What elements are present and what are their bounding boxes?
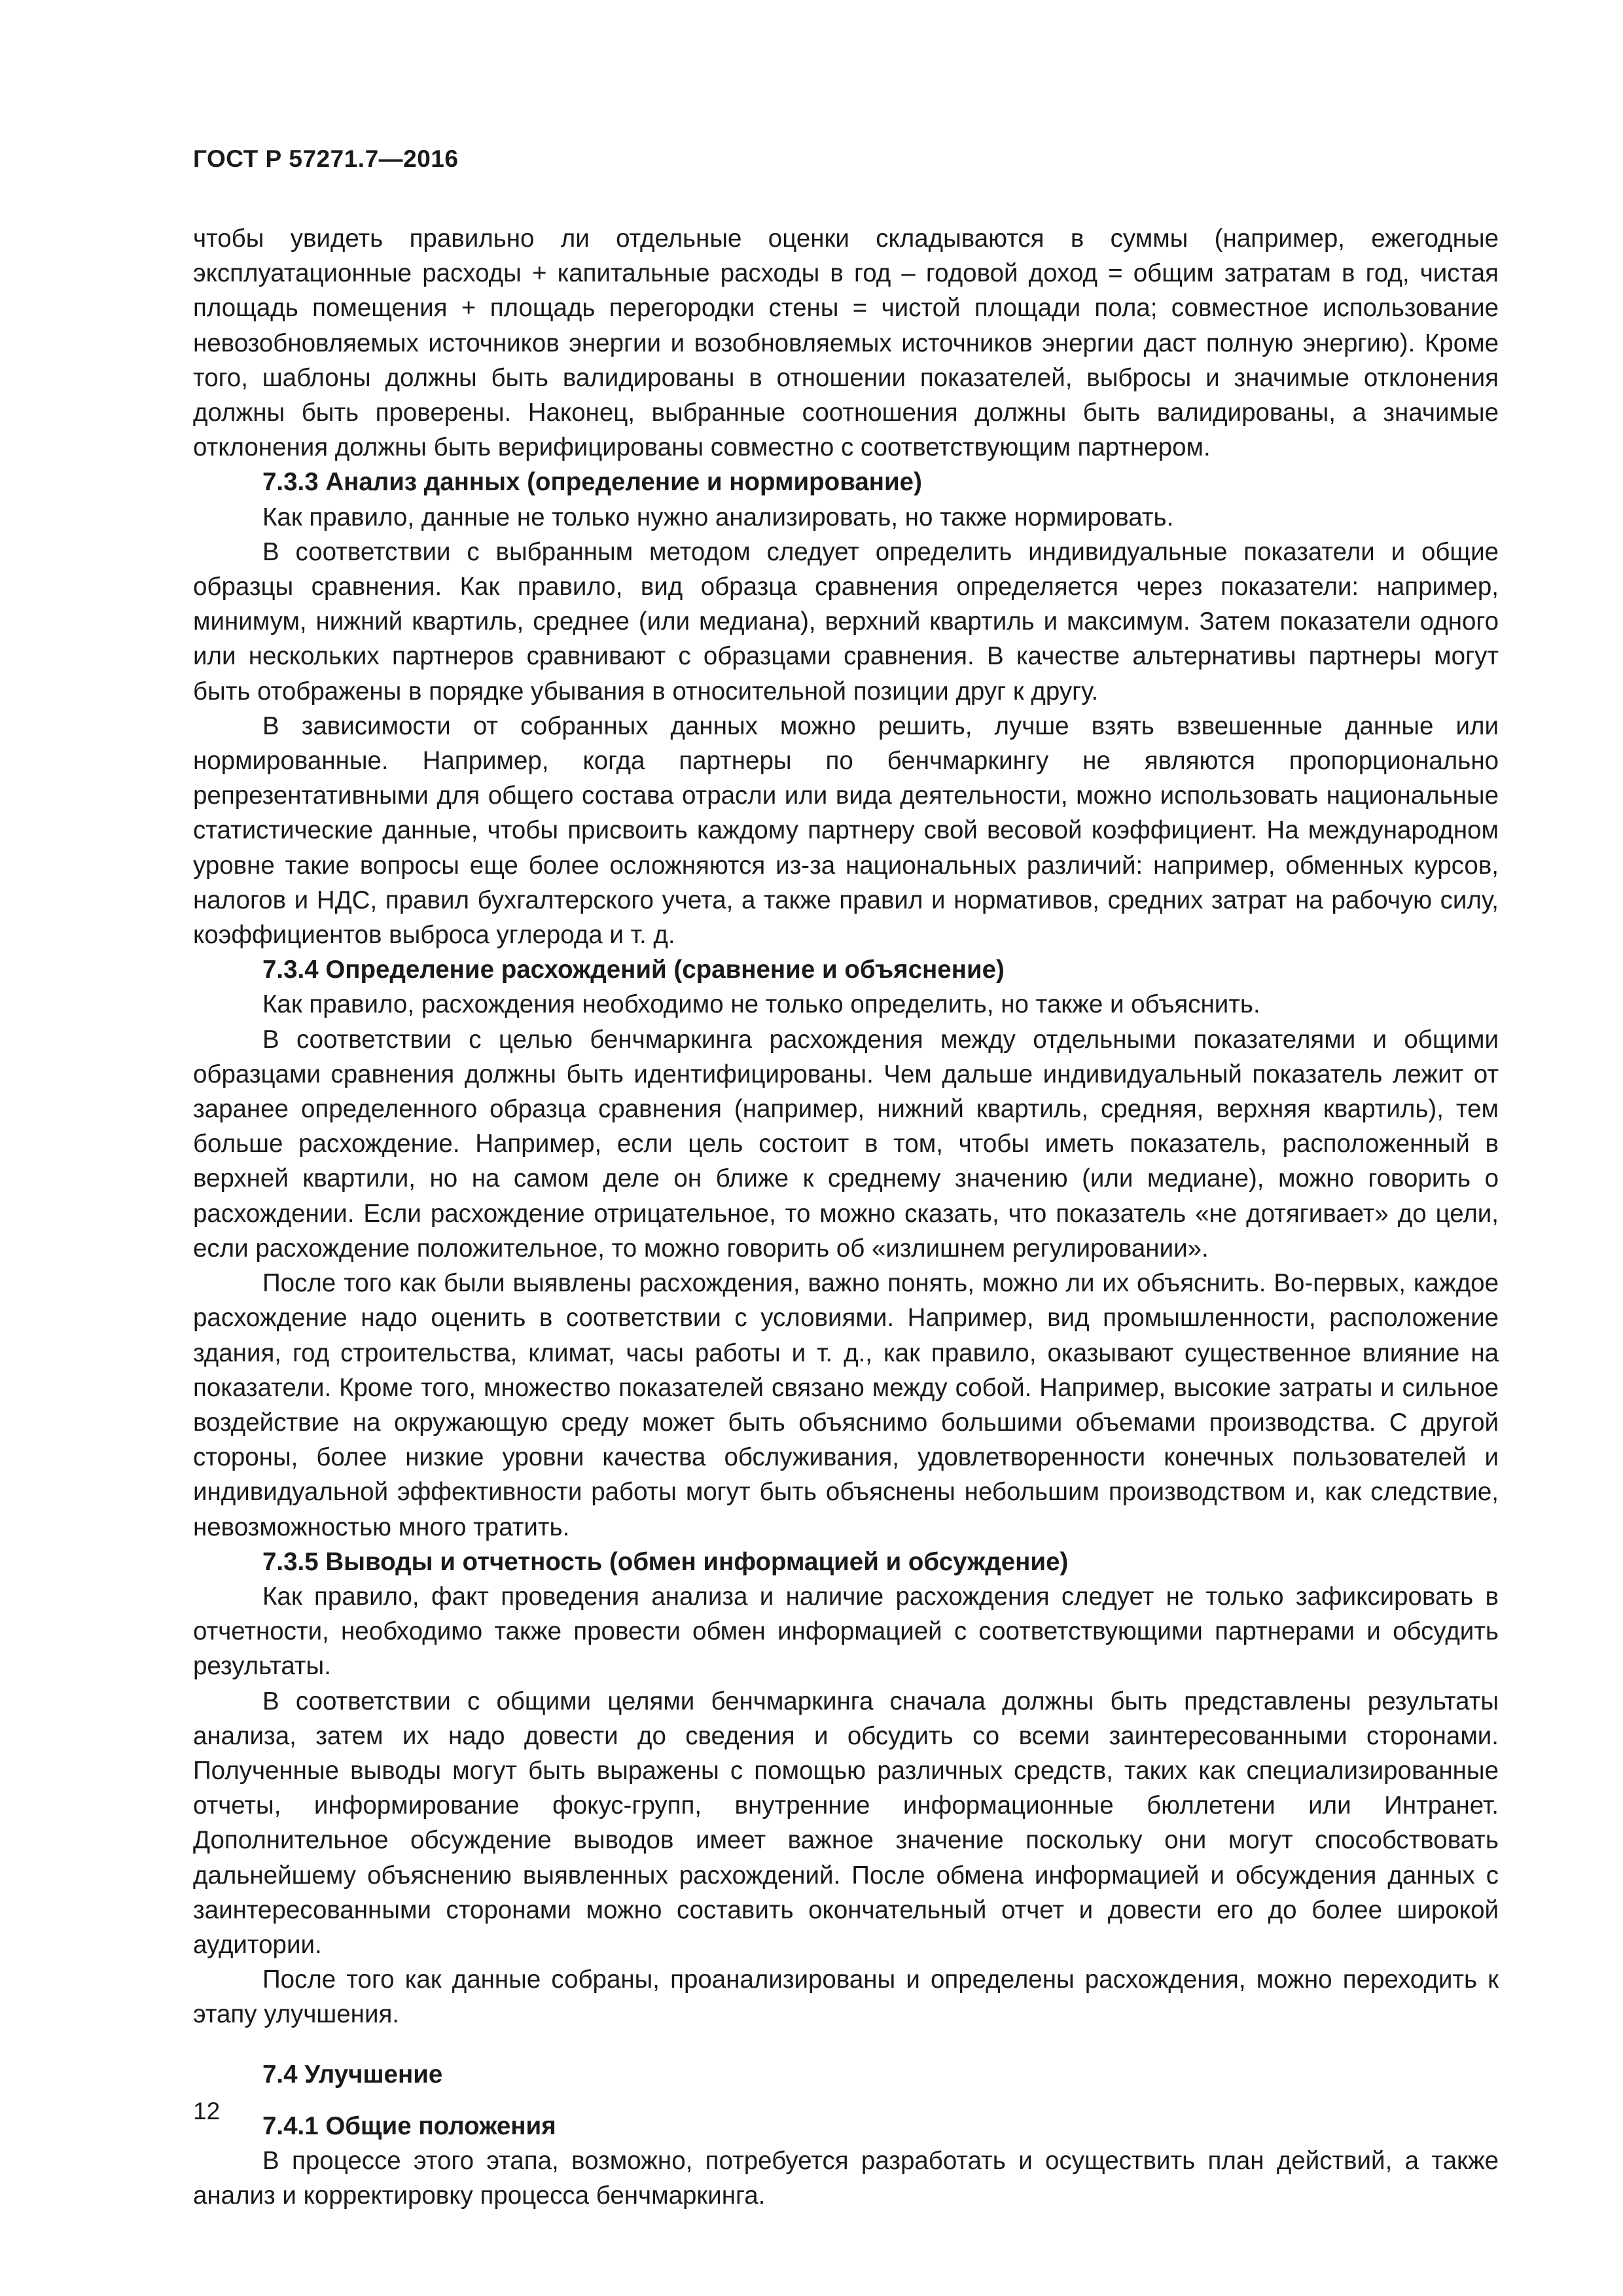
paragraph: После того как были выявлены расхождения, важно понять, можно ли их объяснить. Во-первых, каждое расхождение надо оценить в соответствии с условиями. Например, вид промышленности, расположение здания, год строительства, климат, часы работы и т. д., как правило, оказывают существенное влияние на показатели. Кроме того, множество показателей связано между собой. Например, высокие затраты и сильное воздействие на окружающую среду может быть объяснимо большими объемами производства. С другой стороны, более низкие уровни качества обслуживания, удовлетворенности конечных пользователей и индивидуальной эффективности работы могут быть объяснены небольшим производством и, как следствие, невозможностью много тратить. <box>193 1269 1499 1541</box>
paragraph: Как правило, расхождения необходимо не только определить, но также и объяснить. <box>262 990 1260 1019</box>
document-code-header: ГОСТ Р 57271.7—2016 <box>193 145 459 172</box>
page-body <box>193 221 1499 2213</box>
paragraph: В соответствии с общими целями бенчмаркинга сначала должны быть представлены результаты анализа, затем их надо довести до сведения и обсудить со всеми заинтересованными сторонами. Полученные выводы могут быть выражены с помощью различных средств, таких как специализированные отчеты, информирование фокус-групп, внутренние информационные бюллетени или Интранет. Дополнительное обсуждение выводов имеет важное значение поскольку они могут способствовать дальнейшему объяснению выявленных расхождений. После обмена информацией и обсуждения данных с заинтересованными сторонами можно составить окончательный отчет и довести его до более широкой аудитории. <box>193 1687 1499 1959</box>
section-heading-7-4-1: 7.4.1 Общие положения <box>262 2111 556 2140</box>
paragraph: Как правило, данные не только нужно анализировать, но также нормировать. <box>262 503 1174 531</box>
paragraph: После того как данные собраны, проанализированы и определены расхождения, можно переходить к этапу улучшения. <box>193 1965 1499 2029</box>
page-number: 12 <box>193 2098 221 2125</box>
paragraph: В соответствии с целью бенчмаркинга расхождения между отдельными показателями и общими образцами сравнения должны быть идентифицированы. Чем дальше индивидуальный показатель лежит от заранее определенного образца сравнения (например, нижний квартиль, средняя, верхняя квартиль), тем больше расхождение. Например, если цель состоит в том, чтобы иметь показатель, расположенный в верхней квартили, но на самом деле он ближе к среднему значению (или медиане), можно говорить о расхождении. Если расхождение отрицательное, то можно сказать, что показатель «не дотягивает» до цели, если расхождение положительное, то можно говорить об «излишнем регулировании». <box>193 1025 1499 1263</box>
paragraph-continuation: чтобы увидеть правильно ли отдельные оценки складываются в суммы (например, ежегодные эксплуатационные расходы + капитальные расходы в год – годовой доход = общим затратам в год, чистая площадь помещения + площадь перегородки стены = чистой площади пола; совместное использование невозобновляемых источников энергии и возобновляемых источников энергии даст полную энергию). Кроме того, шаблоны должны быть валидированы в отношении показателей, выбросы и значимые отклонения должны быть проверены. Наконец, выбранные соотношения должны быть валидированы, а значимые отклонения должны быть верифицированы совместно с соответствующим партнером. <box>193 224 1499 462</box>
paragraph: В зависимости от собранных данных можно решить, лучше взять взвешенные данные или нормированные. Например, когда партнеры по бенчмаркингу не являются пропорционально репрезентативными для общего состава отрасли или вида деятельности, можно использовать национальные статистические данные, чтобы присвоить каждому партнеру свой весовой коэффициент. На международном уровне такие вопросы еще более осложняются из-за национальных различий: например, обменных курсов, налогов и НДС, правил бухгалтерского учета, а также правил и нормативов, средних затрат на рабочую силу, коэффициентов выброса углерода и т. д. <box>193 711 1499 950</box>
section-heading-7-3-5: 7.3.5 Выводы и отчетность (обмен информацией и обсуждение) <box>262 1547 1069 1576</box>
paragraph: Как правило, факт проведения анализа и наличие расхождения следует не только зафиксировать в отчетности, необходимо также провести обмен информацией с соответствующими партнерами и обсудить результаты. <box>193 1582 1499 1681</box>
section-heading-7-3-3: 7.3.3 Анализ данных (определение и нормирование) <box>262 468 922 497</box>
section-heading-7-3-4: 7.3.4 Определение расхождений (сравнение и объяснение) <box>262 956 1005 984</box>
paragraph: В соответствии с выбранным методом следует определить индивидуальные показатели и общие образцы сравнения. Как правило, вид образца сравнения определяется через показатели: например, минимум, нижний квартиль, среднее (или медиана), верхний квартиль и максимум. Затем показатели одного или нескольких партнеров сравнивают с образцами сравнения. В качестве альтернативы партнеры могут быть отображены в порядке убывания в относительной позиции друг к другу. <box>193 537 1499 706</box>
section-heading-7-4: 7.4 Улучшение <box>262 2060 443 2089</box>
paragraph: В процессе этого этапа, возможно, потребуется разработать и осуществить план действий, а также анализ и корректировку процесса бенчмаркинга. <box>193 2146 1499 2210</box>
